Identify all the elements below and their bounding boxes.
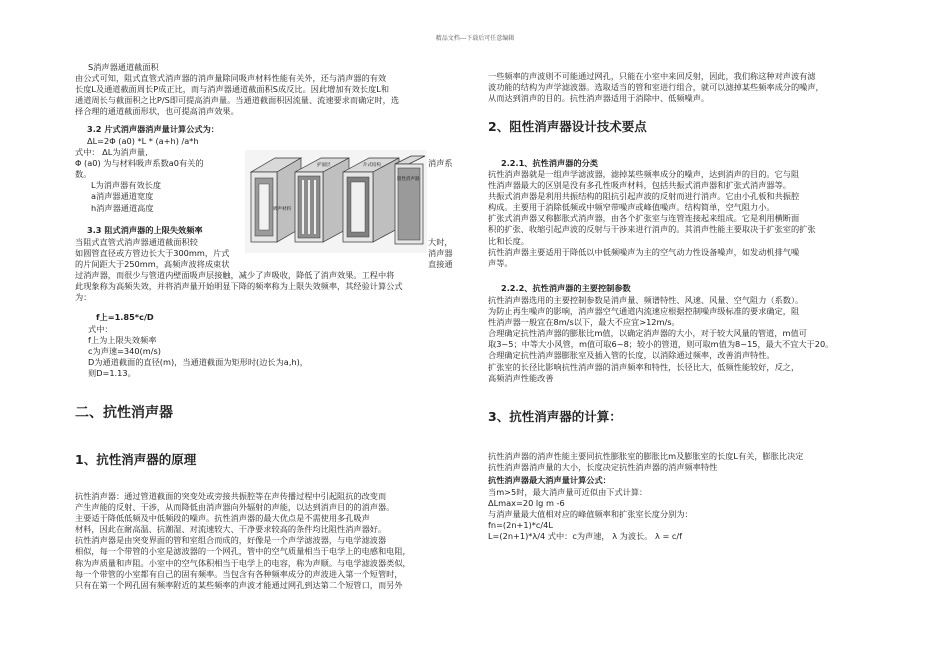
text-line: 从而达到消声的目的。抗性消声器适用于消除中、低频噪声。: [488, 93, 710, 104]
muffler-box-3: [343, 158, 399, 242]
text-line: 长度L及通道截面周长P成正比，而与消声器通道截面积S成反比。因此增加有效长度L和: [75, 84, 390, 95]
formula-upper-frequency: f上=1.85*c/D: [96, 312, 154, 322]
text-line: 大时，: [428, 237, 453, 247]
text-line: a消声器通道宽度: [91, 191, 154, 202]
text-line: 一些频率的声波则不可能通过网孔，只能在小室中来回反射，因此，我们称这种对声波有滤: [488, 71, 816, 81]
right-intro: [488, 71, 824, 104]
text-line: 积的扩张、收缩引起声波的反射与干涉来进行消声的。其消声性能主要取决于扩张室的扩张: [488, 224, 816, 235]
formula-line: ΔLmax=20 lg m -6: [488, 498, 565, 509]
section-2-2-1-body: [488, 169, 816, 269]
text-line: 为：: [75, 292, 92, 303]
text-line: 式中：: [88, 324, 113, 334]
figure-label: 阻性消声器: [397, 177, 420, 182]
text-line: 则D=1.13。: [88, 368, 136, 379]
section-2-2-1-title: 2.2.1、抗性消声器的分类: [501, 158, 598, 168]
text-line: c为声速=340(m/s): [88, 346, 161, 357]
section-2-2-2-body: [488, 295, 833, 384]
text-fragment-right: [428, 237, 453, 270]
text-line: 合理确定抗性消声器的膨胀比m值，以确定消声器的大小，对于较大风量的管道，m值可: [488, 328, 807, 339]
muffler-box-4: [395, 156, 425, 244]
text-line: 的片间距大于250mm，高频声波将成束状: [75, 259, 230, 270]
text-line: 数。: [75, 169, 92, 180]
text-fragment: 消声系: [428, 158, 453, 168]
formula-line: ΔL=2Φ (a0) *L * (a+h) /a*h: [87, 136, 199, 146]
text-line: f上为上限失效频率: [88, 335, 157, 346]
text-line: 过消声器，而很少与管道内壁面吸声层接触，减少了声吸收，降低了消声效果。工程中将: [75, 270, 395, 281]
calculation-title: 抗性消声器最大消声量计算公式：: [488, 475, 611, 485]
muffler-box-1: [251, 158, 301, 242]
text-line: 当m>5时，最大消声量可近似由下式计算：: [488, 487, 648, 497]
text-line: L为消声器有效长度: [91, 180, 162, 191]
calculation-formulas: [488, 487, 693, 542]
text-line: 直接通: [428, 259, 453, 270]
text-line: 声等。: [488, 257, 513, 268]
text-line: 称为声质量和声阻。小室中的空气体积相当于电学上的电容，称为声顺。与电学滤波器类似，: [75, 557, 411, 568]
text-line: 只有在第一个网孔固有频率附近的某些频率的声波才能通过网孔到达第二个短管口，而另外: [75, 579, 403, 590]
text-line: 构成。主要用于消除低频或中频窄带噪声或峰值噪声。结构简单，空气阻力小。: [488, 202, 775, 213]
text-line: 抗性消声器的消声性能主要同抗性膨胀室的膨胀比m及膨胀室的长度L有关，膨胀比决定: [488, 451, 804, 461]
text-line: Φ (a0) 为与材料吸声系数a0有关的: [75, 158, 204, 169]
text-line: 抗性消声器主要适用于降低以中低频噪声为主的空气动力性设备噪声，如发动机排气噪: [488, 246, 800, 257]
formula-line: L=(2n+1)*λ/4 式中：c为声速， λ 为波长。 λ = c/f: [488, 531, 683, 542]
text-line: 性消声器最大的区别是没有多孔性吸声材料，包括共振式消声器和扩张式消声器等。: [488, 180, 791, 191]
text-line: 比和长度。: [488, 235, 529, 246]
text-line: S消声器通道截面积: [88, 62, 159, 72]
text-line: 波功能的结构为声学滤波器。选取适当的管和室进行组合，就可以滤掉某些频率成分的噪声，: [488, 82, 824, 93]
muffler-structure-figure: [245, 150, 427, 253]
figure-label: 护面层: [317, 163, 331, 168]
text-line: 每一个带管的小室都有自己的固有频率。当包含有各种频率成分的声波进入第一个短管时，: [75, 568, 403, 579]
text-line: 如圆管直径或方管边长大于300mm，片式: [75, 248, 230, 259]
section-2-2-2-title: 2.2.2、抗性消声器的主要控制参数: [501, 283, 631, 293]
heading-design-points: 2、阻性消声器设计技术要点: [488, 119, 647, 134]
text-line: 性消声器一般宜在8m/s以下，最大不应宜>12m/s。: [488, 317, 680, 328]
text-line: 高频消声性能改善: [488, 372, 554, 383]
text-line: 此现象称为高频失效，并将消声量开始明显下降的频率称为上限失效频率，其经验计算公式: [75, 281, 403, 292]
text-line: 抗性消声器消声量的大小，长度决定抗性消声器的消声频率特性: [488, 462, 718, 473]
text-line: 择合理的通道截面形状，也可提高消声效果。: [75, 106, 239, 117]
text-line: 由公式可知，阻式直管式消声器的消声量除同吸声材料性能有关外，还与消声器的有效: [75, 73, 387, 84]
formula-line: fn=(2n+1)*c/4L: [488, 520, 553, 531]
text-line: 抗性消声器就是一组声学滤波器，滤掉某些频率成分的噪声，达到消声的目的。它与阻: [488, 169, 800, 179]
text-line: 合理确定抗性消声器膨胀室及插入管的长度，以消除通过频率，改善消声特性。: [488, 350, 775, 361]
text-line: 通道周长与截面积之比P/S即可提高消声量。当通道截面积因流量、流速要求而确定时，选: [75, 95, 400, 106]
figure-label: 吸声材料: [273, 207, 291, 212]
principle-body: [75, 491, 411, 591]
text-line: h消声器通道高度: [91, 202, 154, 213]
text-line: 取3~5；中等大小风管，m值可取6~8；较小的管道，则可取m值为8~15，最大不宜大于20。: [488, 339, 834, 350]
heading-principle: 1、抗性消声器的原理: [75, 452, 197, 467]
text-line: 抗性消声器选用的主要控制参数是消声量、频谱特性、风速、风量、空气阻力（系数）。: [488, 295, 804, 305]
section-3-2-body: [75, 136, 204, 214]
text-line: 消声器: [428, 248, 453, 259]
text-line: 抗性消声器是由突变界面的管和室组合而成的，好像是一个声学滤波器，与电学滤波器: [75, 535, 387, 546]
text-line: 式中： ΔL为消声量,: [75, 147, 148, 158]
section-3-3-title: 3.3 阻式消声器的上限失效频率: [87, 225, 203, 235]
text-line: 抗性消声器：通过管道截面的突变处或旁接共振腔等在声传播过程中引起阻抗的改变而: [75, 491, 387, 501]
text-line: 共振式消声器是利用共振结构的阻抗引起声波的反射而进行消声。它由小孔板和共振腔: [488, 191, 800, 202]
text-line: 扩张室的长径比影响抗性消声器的消声频率和特性，长径比大，低频性能较好，反之，: [488, 361, 800, 372]
text-line: 扩张式消声器又称膨胀式消声器，由各个扩张室与连管连接起来组成。它是利用横断面: [488, 213, 800, 224]
heading-section-2: 二、抗性消声器: [75, 405, 173, 421]
text-line: 产生声能的反射、干涉，从而降低由消声器向外辐射的声能，以达到消声目的的消声器。: [75, 502, 395, 513]
text-line: 主要适于降低低频及中低频段的噪声。抗性消声器的最大优点是不需使用多孔吸声: [75, 513, 370, 524]
text-line: 为防止再生噪声的影响，消声器空气通道内流速应根据控制噪声级标准的要求确定，阻: [488, 306, 800, 317]
text-line: D为通道截面的直径(m)，当通道截面为矩形时(边长为a,h)，: [88, 357, 308, 368]
left-block-1: [75, 62, 399, 117]
muffler-box-2: [295, 158, 349, 242]
heading-calculation: 3、抗性消声器的计算：: [488, 409, 622, 424]
text-line: 与消声量最大值相对应的峰值频率和扩张室长度分别为：: [488, 509, 693, 520]
text-line: 材料，因此在耐高温、抗潮湿、对流速较大、干净要求较高的条件均比阻性消声器好。: [75, 524, 387, 535]
text-line: 当阻式直管式消声器通道截面积较: [75, 237, 198, 247]
calculation-intro: [488, 451, 803, 473]
formula-explanation: [88, 324, 308, 379]
page-header-watermark: 精品文档---下载后可任意编辑: [435, 35, 515, 42]
section-3-2-title: 3.2 片式消声器消声量计算公式为：: [87, 124, 219, 134]
text-line: 相似，每一个带管的小室是滤波器的一个网孔，管中的空气质量相当于电学上的电感和电阻，: [75, 546, 411, 557]
figure-label: 片式结构: [363, 163, 381, 168]
